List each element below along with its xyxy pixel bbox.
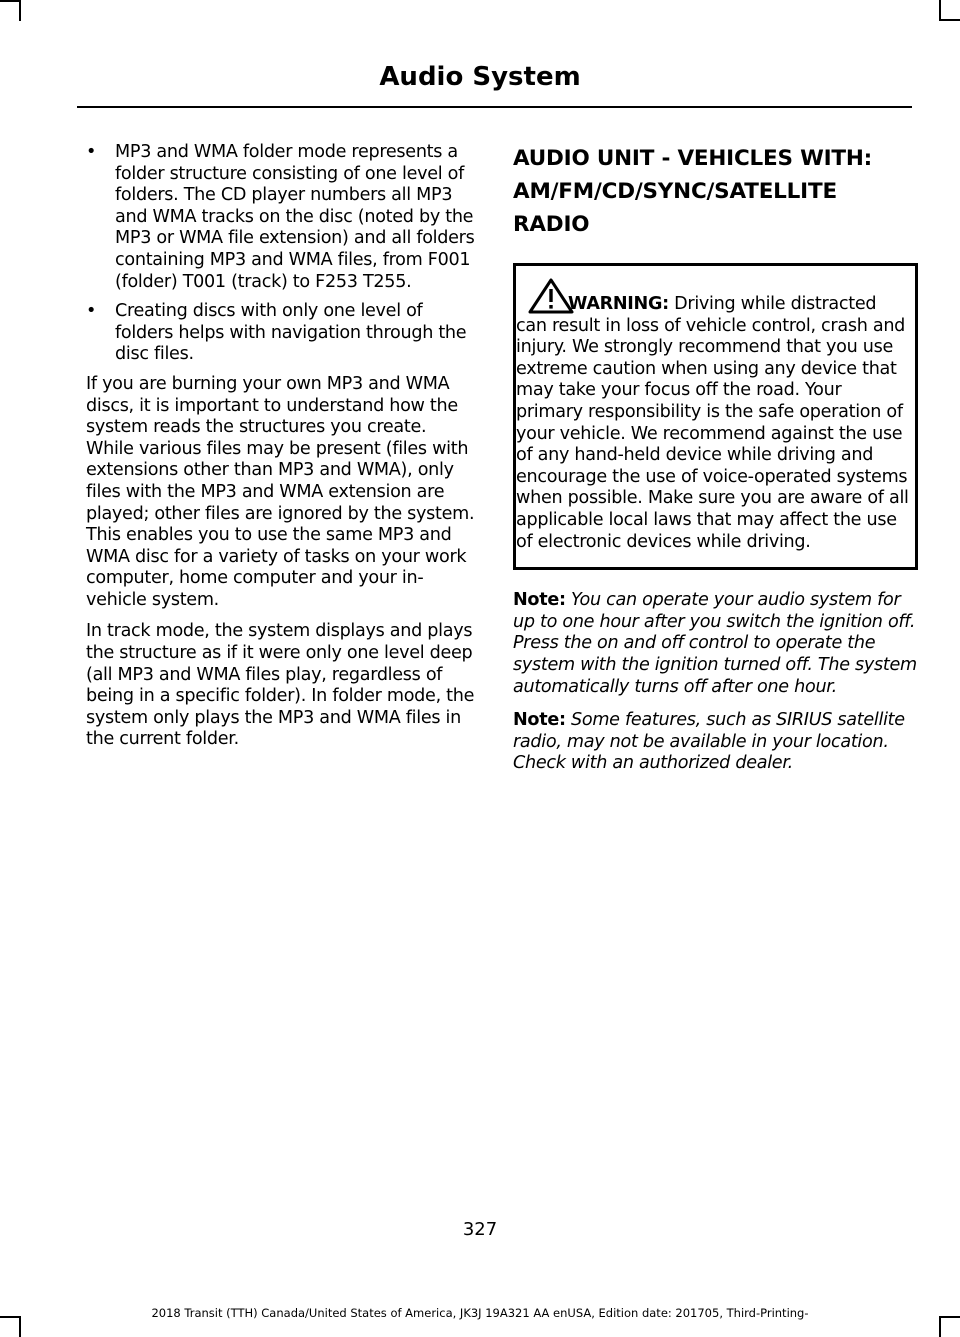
crop-mark (939, 19, 960, 21)
crop-mark (19, 0, 21, 21)
crop-mark (939, 0, 941, 21)
right-column (513, 142, 918, 787)
header-rule (77, 106, 912, 108)
section-heading-line: RADIO (513, 212, 590, 237)
list-item (86, 301, 478, 366)
section-heading-line: AM/FM/CD/SYNC/SATELLITE (513, 179, 837, 204)
warning-box (513, 263, 918, 570)
warning-triangle-icon (528, 278, 574, 314)
page-number: 327 (462, 1219, 498, 1240)
section-heading-line: AUDIO UNIT - VEHICLES WITH: (513, 146, 873, 171)
warning-body: Driving while distracted can result in loss of vehicle control, crash and injury. We strongly recommend that you use extreme caution when using any device that may take your focus off the road. Your primary responsibility is the safe operation of your vehicle. We recommend against the use of any hand-held device while driving and encourage the use of voice-operated systems when possible. Make sure you are aware of all applicable local laws that may affect the use of electronic devices while driving. (516, 294, 909, 552)
note (513, 590, 918, 698)
note-text: Some features, such as SIRIUS satellite radio, may not be available in your location. Check with an authorized dealer. (513, 710, 905, 774)
bullet-list (86, 142, 478, 366)
list-item-text: Creating discs with only one level of folders helps with navigation through the disc files. (115, 301, 467, 365)
note-label: Note: (513, 590, 566, 611)
page-title: Audio System (379, 62, 581, 92)
crop-mark (0, 0, 21, 2)
note (513, 710, 918, 775)
warning-text (516, 294, 909, 553)
note-text: You can operate your audio system for up to one hour after you switch the ignition off. Press the on and off control to operate the system with the ignition turned off. The system automatically turns off after one hour. (513, 590, 917, 697)
list-item (86, 142, 478, 293)
warning-label: WARNING: (568, 294, 669, 314)
left-column (86, 142, 478, 761)
bullet-glyph: • (86, 142, 97, 162)
section-heading (513, 142, 918, 241)
edition-footer: 2018 Transit (TTH) Canada/United States of America, JK3J 19A321 AA enUSA, Edition date: 201705, Third-Printing- (151, 1306, 809, 1320)
bullet-glyph: • (86, 301, 97, 322)
body-paragraph: In track mode, the system displays and plays the structure as if it were only one level deep (all MP3 and WMA files play, regardless of being in a specific folder). In folder mode, the system only plays the MP3 and WMA files in the current folder. (86, 621, 475, 750)
note-label: Note: (513, 710, 566, 731)
list-item-text: MP3 and WMA folder mode represents a folder structure consisting of one level of folders. The CD player numbers all MP3 and WMA tracks on the disc (noted by the MP3 or WMA file extension) and all folders containing MP3 and WMA files, from F001 (folder) T001 (track) to F253 T255. (115, 142, 475, 292)
body-paragraph: If you are burning your own MP3 and WMA discs, it is important to understand how the system reads the structures you create. While various files may be present (files with extensions other than MP3 and WMA), only files with the MP3 and WMA extension are played; other files are ignored by the system. This enables you to use the same MP3 and WMA disc for a variety of tasks on your work computer, home computer and your in-vehicle system. (86, 373, 475, 610)
